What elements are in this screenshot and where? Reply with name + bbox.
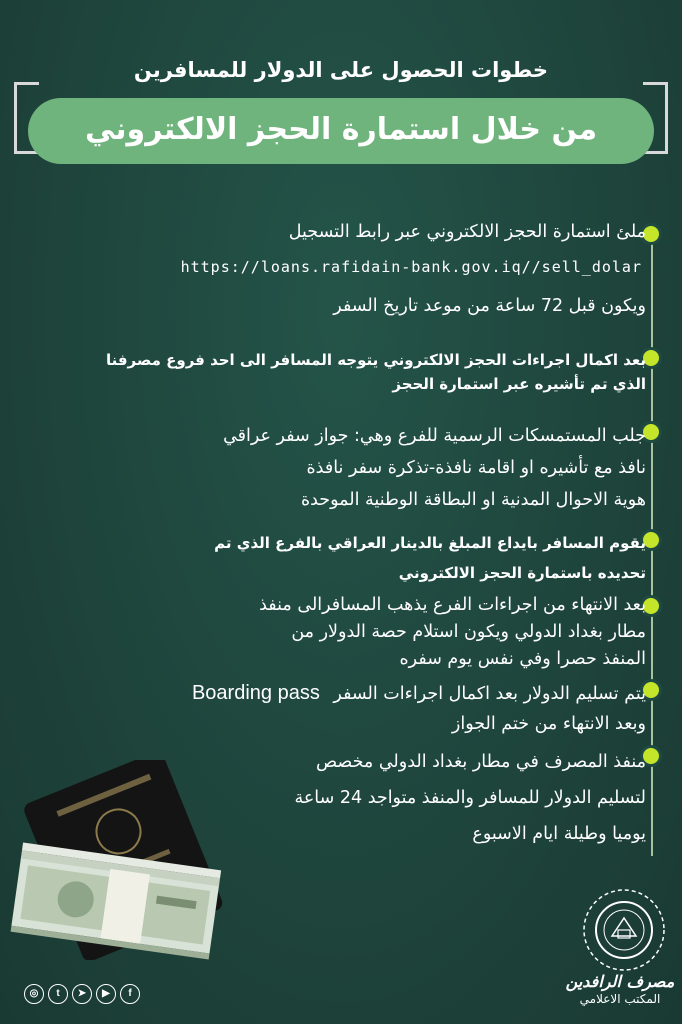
step-7-line-3: يوميا وطيلة ايام الاسبوع bbox=[472, 824, 646, 844]
step-1 bbox=[46, 222, 646, 242]
step-7-line-2: لتسليم الدولار للمسافر والمنفذ متواجد 24 ساعة bbox=[294, 788, 646, 808]
rafidain-bank-logo bbox=[576, 884, 672, 980]
step-4-line-1: يقوم المسافر بايداع المبلغ بالدينار العراقي بالفرع الذي تم bbox=[214, 534, 646, 552]
twitter-icon[interactable]: t bbox=[48, 984, 68, 1004]
step-2 bbox=[106, 348, 646, 396]
step-6-line-1 bbox=[192, 678, 646, 709]
media-office-label: المكتب الاعلامي bbox=[579, 992, 661, 1006]
step-7-line-1: منفذ المصرف في مطار بغداد الدولي مخصص bbox=[315, 752, 646, 772]
step-3-line-2: نافذ مع تأشيره او اقامة نافذة-تذكرة سفر نافذة bbox=[306, 458, 646, 478]
step-2-line-2: الذي تم تأشيره عبر استمارة الحجز bbox=[392, 375, 646, 393]
step-2-line-1: بعد اكمال اجراءات الحجز الالكتروني يتوجه المسافر الى احد فروع مصرفنا bbox=[105, 351, 646, 369]
step-3 bbox=[223, 420, 646, 516]
step-5-line-1: بعد الانتهاء من اجراءات الفرع يذهب المسافرالى منفذ bbox=[259, 595, 646, 615]
bank-name: مصرف الرافدين bbox=[565, 972, 675, 991]
step-5 bbox=[259, 592, 646, 673]
facebook-icon[interactable]: f bbox=[120, 984, 140, 1004]
poster-title: من خلال استمارة الحجز الالكتروني bbox=[28, 98, 654, 164]
step-4 bbox=[214, 528, 646, 588]
youtube-icon[interactable]: ▶ bbox=[96, 984, 116, 1004]
step-3-line-1: جلب المستمسكات الرسمية للفرع وهي: جواز سفر عراقي bbox=[223, 426, 646, 446]
step-4-line-2: تحديده باستمارة الحجز الالكتروني bbox=[398, 564, 646, 582]
step-1-note: ويكون قبل 72 ساعة من موعد تاريخ السفر bbox=[333, 296, 646, 316]
step-3-line-3: هوية الاحوال المدنية او البطاقة الوطنية الموحدة bbox=[300, 490, 646, 510]
poster-subtitle: خطوات الحصول على الدولار للمسافرين bbox=[133, 58, 549, 82]
social-icons bbox=[24, 984, 140, 1004]
step-5-line-2: مطار بغداد الدولي ويكون استلام حصة الدولار من bbox=[291, 622, 646, 642]
step-6-line-1-arabic: يتم تسليم الدولار بعد اكمال اجراءات السفر bbox=[333, 684, 646, 704]
registration-url[interactable]: https://loans.rafidain-bank.gov.iq//sell_dolar bbox=[180, 258, 642, 276]
step-6-line-2: وبعد الانتهاء من ختم الجواز bbox=[451, 714, 646, 734]
step-5-line-3: المنفذ حصرا وفي نفس يوم سفره bbox=[399, 649, 646, 669]
step-6 bbox=[192, 678, 646, 739]
step-1-line-1: ملئ استمارة الحجز الالكتروني عبر رابط التسجيل bbox=[288, 222, 646, 242]
passport-and-money-illustration bbox=[6, 760, 236, 960]
step-7 bbox=[294, 744, 646, 852]
instagram-icon[interactable]: ◎ bbox=[24, 984, 44, 1004]
telegram-icon[interactable]: ➤ bbox=[72, 984, 92, 1004]
boarding-pass-label: Boarding pass bbox=[191, 682, 320, 704]
